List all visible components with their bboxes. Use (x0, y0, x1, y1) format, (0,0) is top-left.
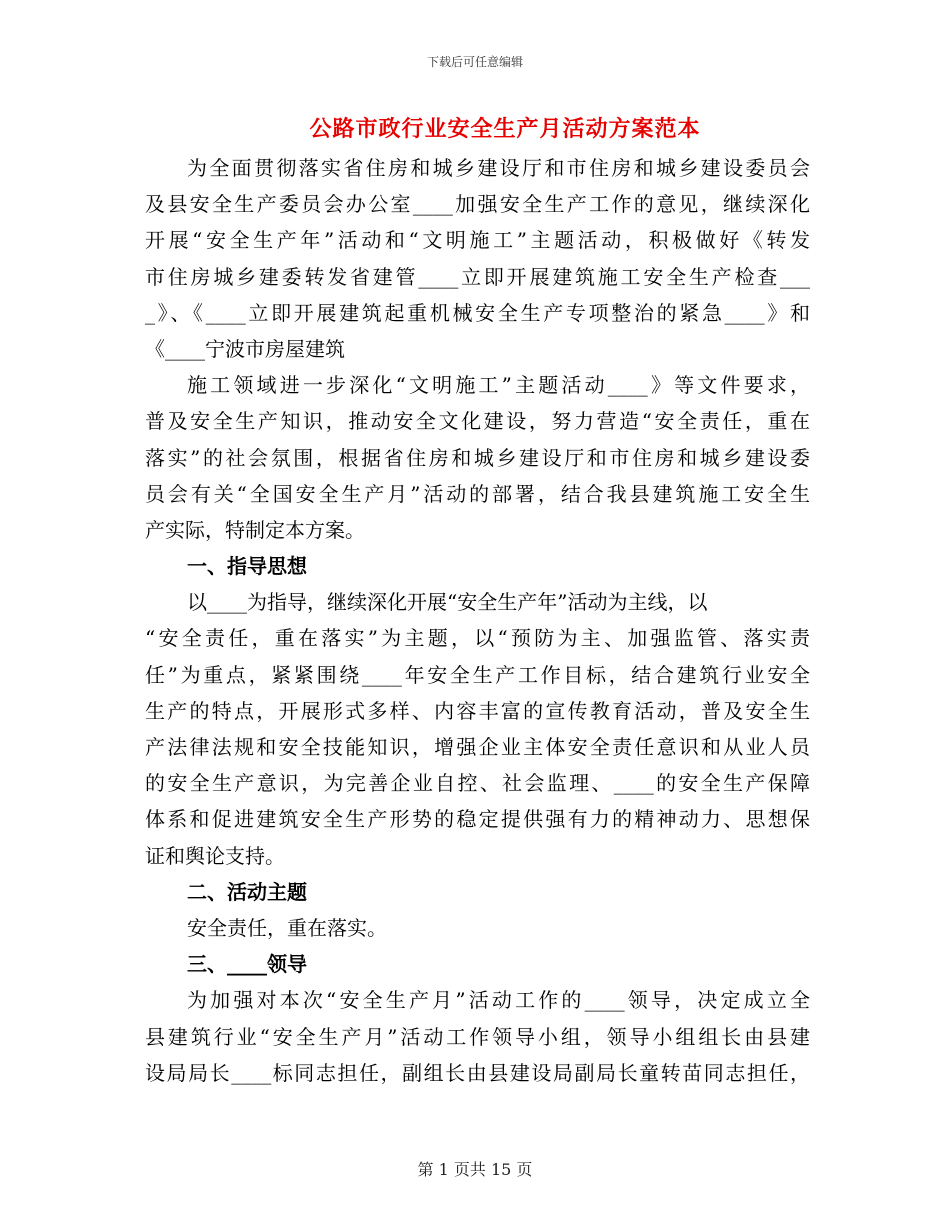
document-title: 公路市政行业安全生产月活动方案范本 (309, 116, 701, 142)
body-line-20: 证和舆论支持。 (145, 843, 285, 868)
body-line-6: 《____宁波市房屋建筑 (145, 336, 345, 361)
body-line-18: 的安全生产意识，为完善企业自控、社会监理、____的安全生产保障 (145, 771, 810, 796)
body-line-14: “安全责任，重在落实”为主题，以“预防为主、加强监管、落实责 (145, 626, 810, 651)
body-line-11: 产实际，特制定本方案。 (145, 517, 365, 542)
body-line-22: 安全责任，重在落实。 (187, 915, 387, 940)
body-line-19: 体系和促进建筑安全生产形势的稳定提供强有力的精神动力、思想保 (145, 807, 810, 832)
section-heading-3: 三、____领导 (187, 952, 307, 977)
body-line-8: 普及安全生产知识，推动安全文化建设，努力营造“安全责任，重在 (145, 409, 810, 434)
body-line-5: _》、《____立即开展建筑起重机械安全生产专项整治的紧急____》和 (145, 300, 810, 325)
body-line-26: 设局局长____标同志担任，副组长由县建设局副局长童转苗同志担任， (145, 1060, 810, 1085)
body-line-9: 落实”的社会氛围，根据省住房和城乡建设厅和市住房和城乡建设委 (145, 445, 810, 470)
body-line-16: 生产的特点，开展形式多样、内容丰富的宣传教育活动，普及安全生 (145, 698, 810, 723)
page-footer: 第 1 页共 15 页 (417, 1160, 533, 1179)
body-line-2: 及县安全生产委员会办公室____加强安全生产工作的意见，继续深化 (145, 192, 810, 217)
document-body (145, 156, 810, 1097)
header-note: 下载后可任意编辑 (426, 55, 523, 69)
body-line-1: 为全面贯彻落实省住房和城乡建设厅和市住房和城乡建设委员会 (187, 156, 810, 180)
body-line-25: 县建筑行业“安全生产月”活动工作领导小组，领导小组组长由县建 (145, 1024, 810, 1049)
body-line-24: 为加强对本次“安全生产月”活动工作的____领导，决定成立全 (187, 988, 810, 1013)
section-heading-1: 一、指导思想 (187, 554, 307, 579)
body-line-4: 市住房城乡建委转发省建管____立即开展建筑施工安全生产检查___ (145, 264, 810, 289)
body-line-7: 施工领域进一步深化“文明施工”主题活动____》等文件要求， (187, 373, 810, 398)
section-heading-2: 二、活动主题 (187, 879, 307, 904)
body-line-10: 员会有关“全国安全生产月”活动的部署，结合我县建筑施工安全生 (145, 481, 810, 506)
body-line-15: 任”为重点，紧紧围绕____年安全生产工作目标，结合建筑行业安全 (145, 662, 810, 687)
body-line-13: 以____为指导，继续深化开展“安全生产年”活动为主线，以 (187, 590, 708, 615)
body-line-3: 开展“安全生产年”活动和“文明施工”主题活动，积极做好《转发 (145, 228, 810, 253)
body-line-17: 产法律法规和安全技能知识，增强企业主体安全责任意识和从业人员 (145, 735, 810, 759)
